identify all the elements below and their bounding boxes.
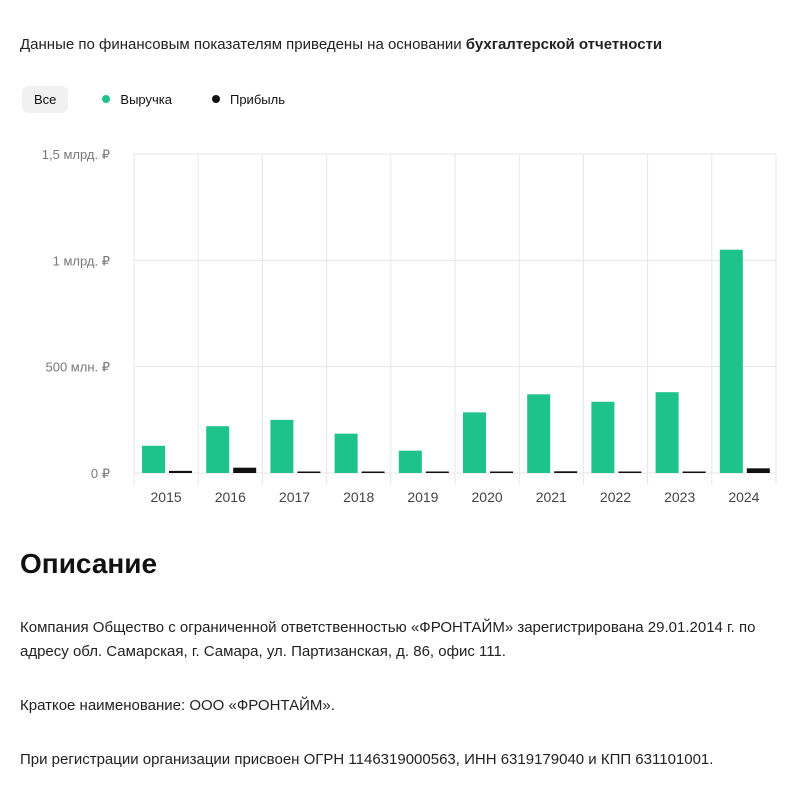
y-tick-label: 0 ₽ <box>90 466 110 481</box>
y-tick-label: 500 млн. ₽ <box>45 359 110 375</box>
revenue-bar <box>720 250 743 473</box>
data-source-note <box>20 36 662 53</box>
profit-bar <box>554 471 577 473</box>
x-tick-label: 2020 <box>471 489 503 505</box>
revenue-bar <box>463 412 486 473</box>
profit-bar <box>297 472 320 474</box>
note-text: Данные по финансовым показателям приведены на основании <box>20 36 466 53</box>
profit-bar <box>618 472 641 474</box>
x-tick-label: 2015 <box>150 489 182 505</box>
financial-bar-chart <box>0 130 800 520</box>
x-tick-label: 2018 <box>343 489 375 505</box>
y-tick-label: 1 млрд. ₽ <box>52 253 110 269</box>
profit-bar <box>233 468 256 473</box>
revenue-bar <box>206 426 229 473</box>
legend-all-label: Все <box>34 91 57 107</box>
revenue-bar <box>270 420 293 473</box>
x-tick-label: 2021 <box>535 489 567 505</box>
profit-bar <box>362 472 385 474</box>
revenue-bar <box>656 392 679 473</box>
legend-all-button[interactable] <box>22 86 68 113</box>
x-tick-label: 2019 <box>407 489 439 505</box>
x-tick-label: 2022 <box>599 489 632 505</box>
revenue-bar <box>591 402 614 473</box>
profit-bar <box>683 472 706 474</box>
profit-bar <box>490 472 513 474</box>
description-paragraph: Компания Общество с ограниченной ответственностью «ФРОНТАЙМ» зарегистрирована 29.01.2014 г. по адресу обл. Самарская, г. Самара, ул. Партизанская, д. 86, офис 111. <box>20 619 756 660</box>
legend-revenue-label: Выручка <box>120 91 172 107</box>
revenue-bar <box>335 434 358 473</box>
x-tick-label: 2017 <box>278 489 311 505</box>
chart-legend <box>22 82 325 116</box>
x-tick-label: 2023 <box>664 489 696 505</box>
legend-revenue-button[interactable] <box>102 92 172 107</box>
x-tick-label: 2016 <box>214 489 246 505</box>
revenue-bar <box>142 446 165 473</box>
profit-dot-icon <box>212 95 220 103</box>
registration-paragraph: При регистрации организации присвоен ОГРН 1146319000563, ИНН 6319179040 и КПП 631101001. <box>20 751 714 768</box>
profit-bar <box>747 468 770 473</box>
revenue-dot-icon <box>102 95 110 103</box>
note-bold: бухгалтерской отчетности <box>465 36 663 53</box>
profit-bar <box>169 471 192 473</box>
revenue-bar <box>399 451 422 473</box>
description-title: Описание <box>20 548 158 579</box>
legend-profit-button[interactable] <box>212 92 285 107</box>
profit-bar <box>426 472 449 474</box>
x-tick-label: 2024 <box>728 489 760 505</box>
revenue-bar <box>527 394 550 473</box>
legend-profit-label: Прибыль <box>229 91 285 107</box>
short-name-paragraph: Краткое наименование: ООО «ФРОНТАЙМ». <box>20 697 335 714</box>
y-tick-label: 1,5 млрд. ₽ <box>41 147 110 162</box>
